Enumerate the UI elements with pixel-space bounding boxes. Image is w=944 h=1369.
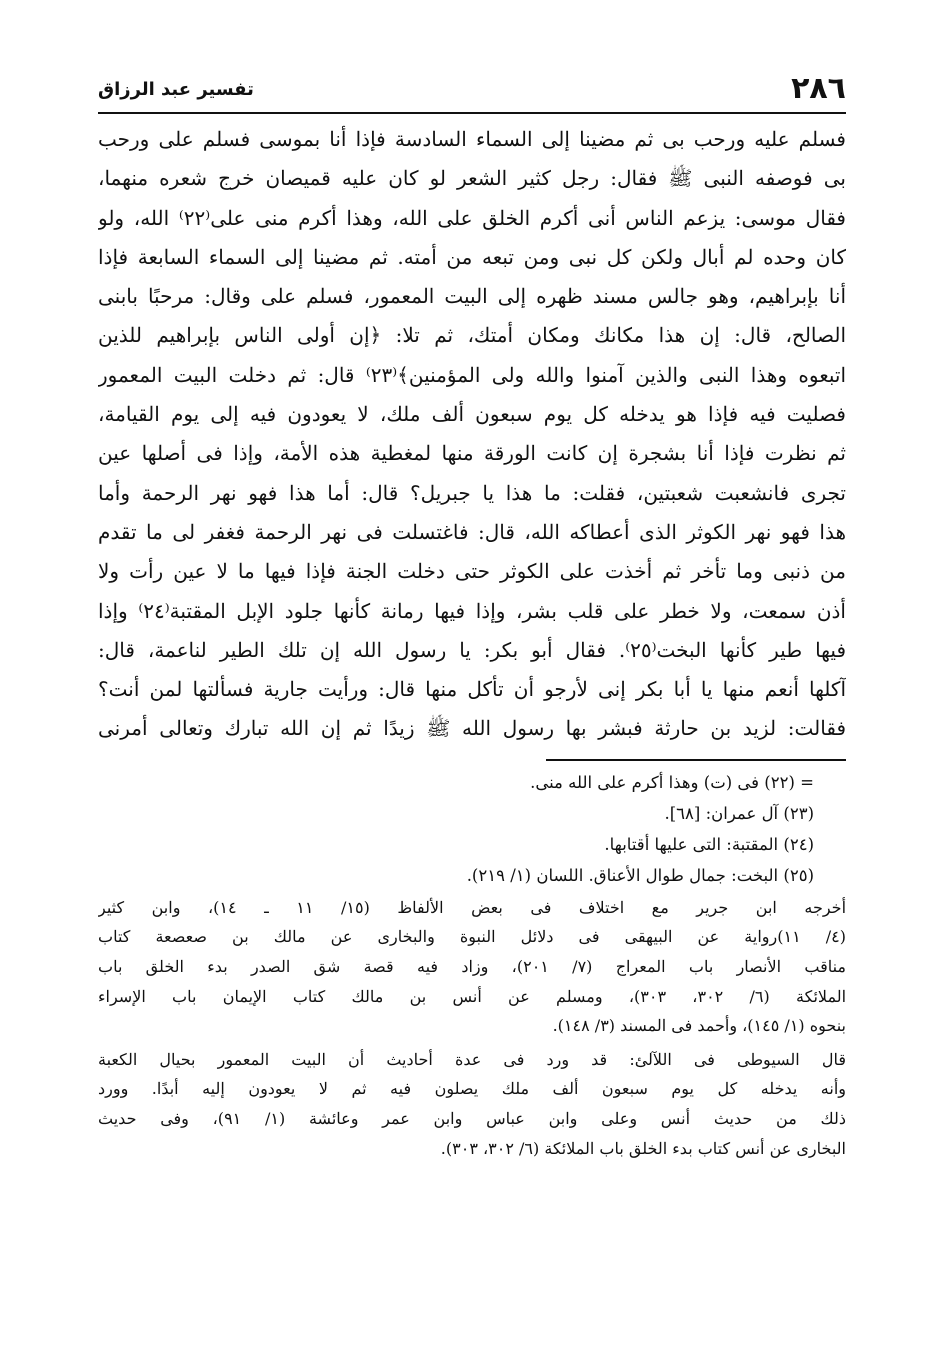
text-line: كان وحده لم أبال ولكن كل نبى ومن تبعه من أمته. ثم مضينا إلى السماء السابعة فإذا <box>98 244 846 269</box>
takhrij-notes <box>98 893 846 1163</box>
text-line: فقالت: لزيد بن حارثة فبشر بها رسول الله ﷺ زيدًا ثم إن الله تبارك وتعالى أمرنى <box>98 716 846 741</box>
text-line: بى فوصفه النبى ﷺ فقال: رجل كثير الشعر لو كان عليه قميصان خرج شعره منهما، <box>98 166 846 191</box>
running-title: تفسير عبد الرزاق <box>98 79 254 100</box>
note-line: البخارى عن أنس كتاب بدء الخلق باب الملائكة (٦/ ٣٠٢، ٣٠٣). <box>440 1138 846 1158</box>
note-line: (٤/ ١١)رواية عن البيهقى فى دلائل النبوة والبخارى عن مالك بن صعصعة كتاب <box>98 927 846 947</box>
page-number: ٢٨٦ <box>791 71 846 106</box>
note-paragraph <box>98 893 846 1041</box>
text-line: فقال موسى: يزعم الناس أنى أكرم الخلق على الله، وهذا أكرم منى على⁽٢٢⁾ الله، ولو <box>98 205 846 230</box>
footnote: = (٢٢) فى (ت) وهذا أكرم على الله منى. <box>530 772 814 792</box>
text-line: فصليت فيه فإذا هو يدخله كل يوم سبعون ألف ملك، لا يعودون فيه إلى يوم القيامة، <box>98 402 846 427</box>
text-line: هذا فهو نهر الكوثر الذى أعطاكه الله، قال: فاغتسلت فى نهر الرحمة فغفر لى ما تقدم <box>98 519 846 544</box>
note-line: الملائكة (٦/ ٣٠٢، ٣٠٣)، ومسلم عن أنس بن مالك كتاب الإيمان باب الإسراء <box>98 986 846 1006</box>
text-line: أنا بإبراهيم، وهو جالس مسند ظهره إلى البيت المعمور، فسلم على وقال: مرحبًا بابنى <box>98 284 846 309</box>
text-line: الصالح، قال: إن هذا مكانك ومكان أمتك، ثم تلا: ﴿إن أولى الناس بإبراهيم للذين <box>98 323 846 348</box>
text-line: اتبعوه وهذا النبى والذين آمنوا والله ولى المؤمنين﴾⁽٢٣⁾ قال: ثم دخلت البيت المعمور <box>98 362 846 387</box>
note-line: مناقب الأنصار باب المعراج (٧/ ٢٠١)، وزاد فيه قصة شق الصدر بدء الخلق باب <box>98 956 846 976</box>
footnote: (٢٣) آل عمران: [٦٨]. <box>664 803 814 823</box>
text-line: ثم نظرت فإذا أنا بشجرة إن كانت الورقة منها لمغطية هذه الأمة، وإذا فى أصلها عين <box>98 441 846 466</box>
text-line: أذن سمعت، ولا خطر على قلب بشر، وإذا فيها رمانة كأنها جلود الإبل المقتبة⁽٢٤⁾ وإذا <box>98 598 846 623</box>
text-line: من ذنبى وما تأخر ثم أخذت على الكوثر حتى دخلت الجنة فإذا فيها ما لا عين رأت ولا <box>98 559 846 584</box>
note-line: أخرجه ابن جرير مع اختلاف فى بعض الألفاظ (١٥/ ١١ ـ ١٤)، وابن كثير <box>98 897 846 917</box>
header-rule <box>98 112 846 114</box>
main-text <box>98 120 846 749</box>
note-line: وأنه يدخله كل يوم سبعون ألف ملك يصلون فيه ثم لا يعودون إليه أبدًا. وورد <box>98 1079 846 1099</box>
footnotes <box>98 767 846 891</box>
note-line: قال السيوطى فى اللآلئ: قد ورد فى عدة أحاديث أن البيت المعمور بحيال الكعبة <box>98 1049 846 1069</box>
footnote-rule <box>546 759 846 761</box>
text-line: فسلم عليه ورحب بى ثم مضينا إلى السماء السادسة فإذا أنا بموسى فسلم على ورحب <box>98 127 846 151</box>
footnote: (٢٥) البخت: جمال طوال الأعناق. اللسان (١/ ٢١٩). <box>466 865 814 885</box>
note-line: ذلك من حديث أنس وعلى وابن عباس وابن عمر وعائشة (١/ ٩١)، وفى حديث <box>98 1108 846 1128</box>
note-line: بنحوه (١/ ١٤٥)، وأحمد فى المسند (٣/ ١٤٨). <box>552 1016 846 1036</box>
text-line: تجرى فانشعبت شعبتين، فقلت: ما هذا يا جبريل؟ قال: أما هذا فهو نهر الرحمة وأما <box>98 480 846 505</box>
note-paragraph <box>98 1045 846 1163</box>
page-header <box>98 70 846 110</box>
footnote: (٢٤) المقتبة: التى عليها أقتابها. <box>604 834 814 854</box>
text-line: آكلها أنعم منها يا أبا بكر إنى لأرجو أن تأكل منها قال: ورأيت جارية فسألتها لمن أنت؟ <box>98 677 846 702</box>
text-line: فيها طير كأنها البخت⁽٢٥⁾. فقال أبو بكر: يا رسول الله إن تلك الطير لناعمة، قال: <box>98 637 846 662</box>
